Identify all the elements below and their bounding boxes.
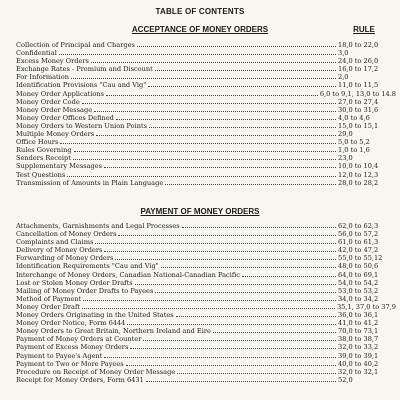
toc-entry [16, 287, 396, 295]
toc-entry-label: Rules Governing [16, 146, 72, 155]
toc-entry-label: Excess Money Orders [16, 57, 89, 66]
toc-entry-label: Money Orders Originating in the United States [16, 311, 174, 320]
toc-entry-rule: 3,0 [338, 49, 349, 58]
toc-entry [16, 343, 396, 351]
toc-entry [16, 65, 396, 73]
dot-leader [74, 146, 336, 152]
toc-entry-rule: 29,0 [338, 130, 353, 139]
toc-entry [16, 57, 396, 65]
toc-entry-rule: 30,0 to 31,6 [338, 105, 379, 114]
toc-entry-label: Confidential [16, 49, 57, 58]
toc-entry-rule: 39,0 to 39,1 [338, 351, 379, 360]
toc-entry [16, 319, 396, 327]
dot-leader [118, 230, 336, 236]
toc-entry [16, 303, 396, 311]
toc-entry [16, 162, 396, 170]
toc-entry-rule: 1,0 to 1,6 [338, 146, 370, 155]
section-heading-acceptance: ACCEPTANCE OF MONEY ORDERS [131, 25, 269, 34]
dot-leader [115, 254, 336, 260]
toc-entry-rule: 62,0 to 62,3 [338, 222, 379, 230]
toc-entry-rule: 6,0 to 9,1, 13,0 to 14.8 [319, 89, 396, 98]
toc-entry-label: Money Order Offices Defined [16, 113, 114, 122]
dot-leader [59, 49, 336, 55]
toc-entry-rule: 36,0 to 36,1 [338, 311, 379, 320]
toc-entry-label: Multiple Money Orders [16, 130, 95, 139]
toc-entry-label: Identification Provisions "Cau and Vig" [16, 81, 147, 90]
dot-leader [213, 327, 336, 333]
dot-leader [104, 246, 336, 252]
toc-entry-label: Transmission of Amounts in Plain Language [16, 178, 164, 187]
dot-leader [95, 238, 336, 244]
toc-entry [16, 90, 396, 98]
payment-entries-list [16, 222, 396, 384]
toc-entry-rule: 41,0 to 41,2 [338, 319, 379, 328]
toc-entry [16, 130, 396, 138]
toc-entry-label: Money Order Notice, Form 6444 [16, 319, 126, 328]
toc-entry-rule: 4,0 to 4,6 [338, 113, 370, 122]
toc-entry [16, 146, 396, 154]
toc-entry [16, 179, 396, 187]
dot-leader [94, 106, 336, 112]
toc-entry-label: Interchange of Money Orders, Canadian National-Canadian Pacific [16, 270, 240, 279]
toc-entry [16, 122, 396, 130]
dot-leader [143, 335, 336, 341]
toc-entry-rule: 15,0 to 15,1 [338, 121, 379, 130]
toc-entry-rule: 23,0 [338, 154, 353, 163]
toc-entry-rule: 64,0 to 69,1 [338, 270, 379, 279]
dot-leader [116, 114, 336, 120]
toc-entry-rule: 53,0 to 53,2 [338, 286, 379, 295]
dot-leader [137, 41, 336, 47]
document-title: TABLE OF CONTENTS [155, 7, 245, 16]
toc-entry-rule: 55,0 to 55,12 [338, 254, 383, 263]
toc-entry-label: Mailing of Money Order Drafts to Payees [16, 286, 154, 295]
dot-leader [71, 73, 336, 79]
toc-entry [16, 41, 396, 49]
dot-leader [130, 343, 336, 349]
dot-leader [106, 90, 318, 96]
section-heading-payment: PAYMENT OF MONEY ORDERS [140, 207, 260, 216]
dot-leader [155, 287, 336, 293]
toc-entry-label: Delivery of Money Orders [16, 246, 103, 255]
toc-entry-label: Receipt for Money Orders, Form 6431 [16, 375, 144, 384]
dot-leader [148, 81, 336, 87]
toc-entry-label: Test Questions [16, 170, 66, 179]
toc-entry-label: Money Orders to Great Britain, Northern Ireland and Eire [16, 327, 211, 336]
toc-entry-rule: 42,0 to 47,2 [338, 246, 379, 255]
dot-leader [146, 376, 336, 382]
toc-entry [16, 154, 396, 162]
toc-entry-rule: 2,0 [338, 73, 349, 82]
toc-entry [16, 271, 396, 279]
toc-entry [16, 352, 396, 360]
toc-entry-label: Identification Requirements "Cau and Vig" [16, 262, 159, 271]
dot-leader [126, 360, 336, 366]
toc-entry-rule: 12,0 to 12,3 [338, 170, 379, 179]
toc-entry [16, 49, 396, 57]
toc-entry [16, 238, 396, 246]
toc-entry-rule: 61,0 to 61,3 [338, 238, 379, 247]
toc-entry-rule: 28,0 to 28,2 [338, 178, 379, 187]
toc-entry [16, 360, 396, 368]
toc-entry-rule: 32,0 to 32,1 [338, 367, 379, 376]
toc-entry [16, 262, 396, 270]
toc-entry [16, 335, 396, 343]
dot-leader [82, 98, 336, 104]
dot-leader [182, 222, 336, 228]
toc-entry-label: Office Hours [16, 138, 59, 147]
toc-entry [16, 246, 396, 254]
toc-entry [16, 98, 396, 106]
toc-entry-label: Procedure on Receipt of Money Order Message [16, 367, 176, 376]
toc-entry-label: Collection of Principal and Charges [16, 41, 135, 49]
toc-entry-label: Payment to Payee's Agent [16, 351, 103, 360]
acceptance-entries-list [16, 41, 396, 187]
dot-leader [60, 138, 336, 144]
dot-leader [176, 311, 336, 317]
dot-leader [177, 368, 336, 374]
toc-entry-rule: 32,0 to 33,2 [338, 343, 379, 352]
toc-entry-label: Exchange Rates - Premium and Discount [16, 65, 153, 74]
toc-entry [16, 254, 396, 262]
dot-leader [149, 122, 336, 128]
toc-entry-label: Money Orders to Western Union Points [16, 121, 148, 130]
toc-entry-rule: 5,0 to 5,2 [338, 138, 370, 147]
toc-entry-rule: 35,1, 37,0 to 37,9 [336, 302, 396, 311]
dot-leader [91, 57, 336, 63]
toc-entry [16, 171, 396, 179]
toc-entry-rule: 70,0 to 73,1 [338, 327, 379, 336]
dot-leader [73, 154, 336, 160]
dot-leader [135, 279, 336, 285]
dot-leader [82, 303, 335, 309]
dot-leader [155, 65, 336, 71]
dot-leader [165, 179, 336, 185]
toc-entry-rule: 34,0 to 34,2 [338, 294, 379, 303]
toc-entry-rule: 27,0 to 27,4 [338, 97, 379, 106]
toc-entry [16, 311, 396, 319]
toc-entry-label: Supplementary Messages [16, 162, 103, 171]
toc-entry-label: Money Order Message [16, 105, 93, 114]
toc-entry [16, 138, 396, 146]
toc-entry-label: For Information [16, 73, 70, 82]
toc-entry-rule: 10,0 to 10,4 [338, 162, 379, 171]
toc-entry [16, 73, 396, 81]
toc-entry-label: Payment of Money Orders at Counter [16, 335, 142, 344]
toc-entry [16, 327, 396, 335]
dot-leader [127, 319, 336, 325]
toc-entry-label: Attachments, Garnishments and Legal Processes [16, 222, 180, 230]
dot-leader [104, 162, 336, 168]
toc-entry-label: Lost or Stolen Money Order Drafts [16, 278, 133, 287]
toc-entry-rule: 56,0 to 57,2 [338, 230, 379, 239]
toc-entry [16, 114, 396, 122]
toc-entry-rule: 48,0 to 50,6 [338, 262, 379, 271]
toc-entry [16, 222, 396, 230]
toc-entry-rule: 16,0 to 17,2 [338, 65, 379, 74]
toc-entry [16, 106, 396, 114]
dot-leader [67, 171, 336, 177]
toc-entry-rule: 52,0 [338, 375, 353, 384]
toc-entry-label: Method of Payment [16, 294, 82, 303]
toc-entry-label: Money Order Applications [16, 89, 105, 98]
toc-entry-label: Payment of Excess Money Orders [16, 343, 129, 352]
toc-entry [16, 279, 396, 287]
toc-entry-label: Payment to Two or More Payees [16, 359, 124, 368]
toc-entry-label: Money Order Code [16, 97, 80, 106]
toc-entry [16, 368, 396, 376]
toc-entry-rule: 54,0 to 54,2 [338, 278, 379, 287]
toc-entry-label: Senders Receipt [16, 154, 71, 163]
toc-entry-rule: 11,0 to 11,5 [338, 81, 379, 90]
toc-entry-rule: 40,0 to 40,2 [338, 359, 379, 368]
rule-column-header: RULE [353, 25, 375, 34]
toc-entry-rule: 18,0 to 22,0 [338, 41, 379, 49]
toc-entry-rule: 38,0 to 38,7 [338, 335, 379, 344]
toc-entry [16, 81, 396, 89]
dot-leader [104, 352, 336, 358]
toc-entry [16, 295, 396, 303]
toc-entry-label: Cancellation of Money Orders [16, 230, 117, 239]
dot-leader [96, 130, 336, 136]
toc-entry-label: Money Order Draft [16, 302, 81, 311]
toc-entry-label: Forwarding of Money Orders [16, 254, 114, 263]
dot-leader [242, 271, 336, 277]
dot-leader [161, 262, 336, 268]
toc-entry-label: Complaints and Claims [16, 238, 94, 247]
toc-entry [16, 230, 396, 238]
dot-leader [83, 295, 336, 301]
toc-entry-rule: 24,0 to 26,0 [338, 57, 379, 66]
toc-entry [16, 376, 396, 384]
